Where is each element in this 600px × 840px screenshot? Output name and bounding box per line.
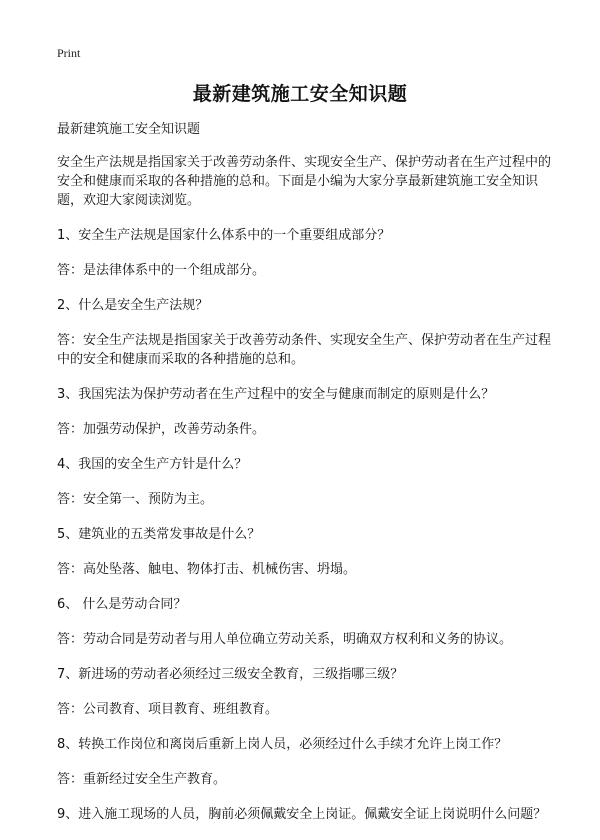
question-7: 7、新进场的劳动者必须经过三级安全教育，三级指哪三级？ xyxy=(57,667,404,682)
question-8: 8、转换工作岗位和离岗后重新上岗人员，必须经过什么手续才允许上岗工作？ xyxy=(57,737,508,752)
question-2: 2、什么是安全生产法规？ xyxy=(57,298,209,313)
intro-paragraph: 安全生产法规是指国家关于改善劳动条件、实现安全生产、保护劳动者在生产过程中的安全和健康而采取的各种措施的总和。下面是小编为大家分享最新建筑施工安全知识题，欢迎大家阅读浏览。 xyxy=(57,155,552,208)
answer-1: 答：是法律体系中的一个组成部分。 xyxy=(57,263,266,278)
print-label: Print xyxy=(57,46,81,60)
answer-6: 答：劳动合同是劳动者与用人单位确立劳动关系，明确双方权利和义务的协议。 xyxy=(57,632,513,647)
document-subtitle: 最新建筑施工安全知识题 xyxy=(57,122,201,137)
document-title: 最新建筑施工安全知识题 xyxy=(192,83,408,105)
question-6: 6、 什么是劳动合同？ xyxy=(57,597,187,612)
question-9: 9、进入施工现场的人员，胸前必须佩戴安全上岗证。佩戴安全证上岗说明什么问题？ xyxy=(57,807,547,822)
question-1: 1、安全生产法规是国家什么体系中的一个重要组成部分？ xyxy=(57,228,391,243)
answer-4: 答：安全第一、预防为主。 xyxy=(57,492,214,507)
answer-5: 答：高处坠落、触电、物体打击、机械伤害、坍塌。 xyxy=(57,562,357,577)
answer-2: 答：安全生产法规是指国家关于改善劳动条件、实现安全生产、保护劳动者在生产过程中的安全和健康而采取的各种措施的总和。 xyxy=(57,333,552,367)
document-body xyxy=(57,120,557,840)
answer-8: 答：重新经过安全生产教育。 xyxy=(57,772,227,787)
question-3: 3、我国宪法为保护劳动者在生产过程中的安全与健康而制定的原则是什么？ xyxy=(57,387,495,402)
answer-3: 答：加强劳动保护，改善劳动条件。 xyxy=(57,422,266,437)
question-5: 5、建筑业的五类常发事故是什么？ xyxy=(57,527,261,542)
question-4: 4、我国的安全生产方针是什么？ xyxy=(57,457,248,472)
answer-7: 答：公司教育、项目教育、班组教育。 xyxy=(57,702,279,717)
